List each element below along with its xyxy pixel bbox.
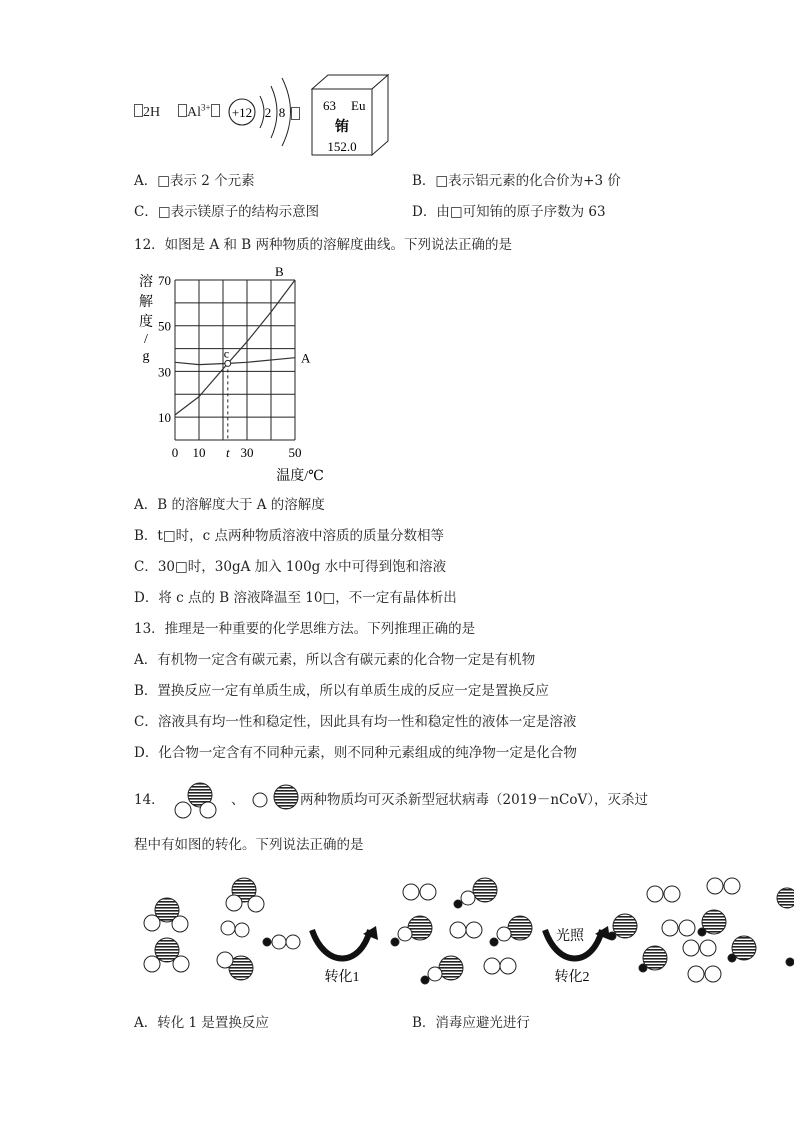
y-axis-ticks (158, 273, 171, 425)
conversion-1-arrow (312, 930, 370, 959)
o-atom (420, 884, 436, 900)
o-atom (647, 886, 663, 902)
y-tick-label: 10 (158, 410, 171, 426)
q13-stem: 13．推理是一种重要的化学思维方法。下列推理正确的是 (134, 621, 476, 637)
dark-atom (639, 964, 647, 972)
o-atom (172, 916, 188, 932)
q14-stem-tail: 两种物质均可灭杀新型冠状病毒（2019－nCoV），灭杀过 (300, 792, 649, 808)
o-atom (248, 896, 264, 912)
cl-atom (508, 916, 532, 940)
h-atom (221, 921, 235, 935)
h-atom (235, 923, 249, 937)
o-atom (662, 920, 678, 936)
x-tick-label: 30 (240, 445, 254, 460)
o-atom (144, 956, 160, 972)
h-atom (428, 967, 442, 981)
shell-arc-2 (271, 86, 277, 138)
shell-1-electrons: 2 (264, 105, 272, 120)
y-tick-label: 70 (158, 273, 171, 288)
h-atom (497, 927, 511, 941)
o-atom (700, 940, 716, 956)
o-atom (450, 922, 466, 938)
x-tick-label: t (225, 445, 230, 460)
placeholder-box-icon (178, 104, 187, 117)
shell-arc-1 (260, 96, 264, 128)
x-axis-label: 温度/℃ (276, 469, 324, 484)
dark-atom (728, 954, 736, 962)
o-atom (226, 895, 242, 911)
cl-atom (613, 914, 637, 938)
card-side-face (372, 75, 388, 155)
o-atom (664, 886, 680, 902)
o-atom (144, 915, 160, 931)
q14-number: 14． (134, 792, 165, 808)
conversion-2-label: 转化2 (554, 970, 590, 985)
cl-atom (439, 956, 463, 980)
q14-option-a[interactable]: A．转化 1 是置换反应 (134, 1015, 269, 1031)
conversion-1-label: 转化1 (324, 970, 360, 985)
dark-atom (490, 938, 498, 946)
point-c-marker (225, 360, 231, 366)
solubility-chart (130, 258, 330, 490)
o-atom (484, 958, 500, 974)
chart-series (175, 264, 311, 415)
o-atom (500, 958, 516, 974)
ion-al-charge: 3+ (201, 102, 211, 113)
q12-option-d[interactable]: D．将 c 点的 B 溶液降温至 10□，不一定有晶体析出 (134, 590, 457, 606)
dark-atom (786, 958, 794, 966)
element-card-eu (304, 73, 390, 157)
q14-separator: 、 (231, 792, 245, 808)
o-atom (217, 952, 233, 968)
o-atom (707, 878, 723, 894)
q13-option-c[interactable]: C．溶液具有均一性和稳定性，因此具有均一性和稳定性的液体一定是溶液 (134, 714, 577, 730)
y-axis-label (139, 273, 153, 364)
figure-label-1 (134, 104, 160, 121)
o-atom (683, 940, 699, 956)
point-c-label: c (223, 346, 230, 361)
q12-option-c[interactable]: C．30□时，30gA 加入 100g 水中可得到饱和溶液 (134, 559, 447, 575)
q14-stem-line2: 程中有如图的转化。下列说法正确的是 (134, 837, 364, 853)
element-symbol: Eu (351, 98, 366, 113)
o-atom (724, 878, 740, 894)
molecule-group (144, 878, 794, 984)
figure-label-2 (178, 104, 220, 121)
ion-al-base: Al (187, 105, 201, 120)
figure-label-3 (291, 104, 300, 123)
h-atom (461, 891, 475, 905)
atomic-number: 63 (323, 98, 336, 113)
o-atom (403, 884, 419, 900)
x-tick-label: 50 (288, 445, 302, 460)
x-tick-label: 0 (171, 445, 179, 460)
q11-option-b[interactable]: B．□表示铝元素的化合价为+3 价 (412, 173, 621, 189)
reaction-diagram (130, 868, 794, 990)
placeholder-box-icon (134, 104, 143, 117)
placeholder-box-icon (211, 104, 220, 117)
q11-option-c[interactable]: C．□表示镁原子的结构示意图 (134, 204, 320, 220)
molecule-hclo-icon (170, 780, 222, 820)
cl-atom (473, 878, 497, 902)
molecule-hclo-small-icon (250, 784, 302, 812)
q13-option-a[interactable]: A．有机物一定含有碳元素，所以含有碳元素的化合物一定是有机物 (134, 652, 536, 668)
h-atom (286, 935, 300, 949)
o-atom (173, 956, 189, 972)
h-atom (398, 927, 412, 941)
atomic-mass: 152.0 (327, 139, 357, 154)
q13-option-d[interactable]: D．化合物一定含有不同种元素，则不同种元素组成的纯净物一定是化合物 (134, 745, 577, 761)
placeholder-box-icon (291, 107, 300, 120)
formula-2h: 2H (143, 105, 161, 120)
o-atom (688, 966, 704, 982)
nucleus-charge: +12 (231, 105, 253, 120)
q11-option-a[interactable]: A．□表示 2 个元素 (134, 173, 255, 189)
x-axis-ticks (172, 445, 302, 460)
h-atom (272, 935, 286, 949)
dark-atom (421, 976, 429, 984)
cl-atom (777, 888, 794, 908)
series-B-label: B (275, 264, 284, 279)
dark-atom (391, 938, 399, 946)
q12-stem: 12．如图是 A 和 B 两种物质的溶解度曲线。下列说法正确的是 (134, 237, 513, 253)
element-name: 铕 (335, 120, 349, 135)
q11-option-d[interactable]: D．由□可知铕的原子序数为 63 (412, 204, 606, 220)
dark-atom (263, 938, 271, 946)
q13-option-b[interactable]: B．置换反应一定有单质生成，所以有单质生成的反应一定是置换反应 (134, 683, 549, 699)
y-tick-label: 50 (158, 318, 171, 334)
x-tick-label: 10 (192, 445, 206, 460)
series-A-label: A (301, 350, 311, 366)
shell-2-electrons: 8 (278, 105, 286, 120)
q12-option-a[interactable]: A．B 的溶解度大于 A 的溶解度 (134, 497, 325, 513)
series-A-line (175, 358, 295, 365)
light-label: 光照 (556, 929, 584, 944)
dark-atom (698, 928, 706, 936)
o-atom (705, 966, 721, 982)
q14-option-b[interactable]: B．消毒应避光进行 (412, 1015, 530, 1031)
o-atom (466, 922, 482, 938)
dark-atom (454, 900, 462, 908)
y-axis-label-text: 溶解度/ g (139, 275, 153, 364)
y-tick-label: 30 (158, 364, 171, 380)
o-atom (679, 920, 695, 936)
q12-option-b[interactable]: B．t□时，c 点两种物质溶液中溶质的质量分数相等 (134, 528, 444, 544)
